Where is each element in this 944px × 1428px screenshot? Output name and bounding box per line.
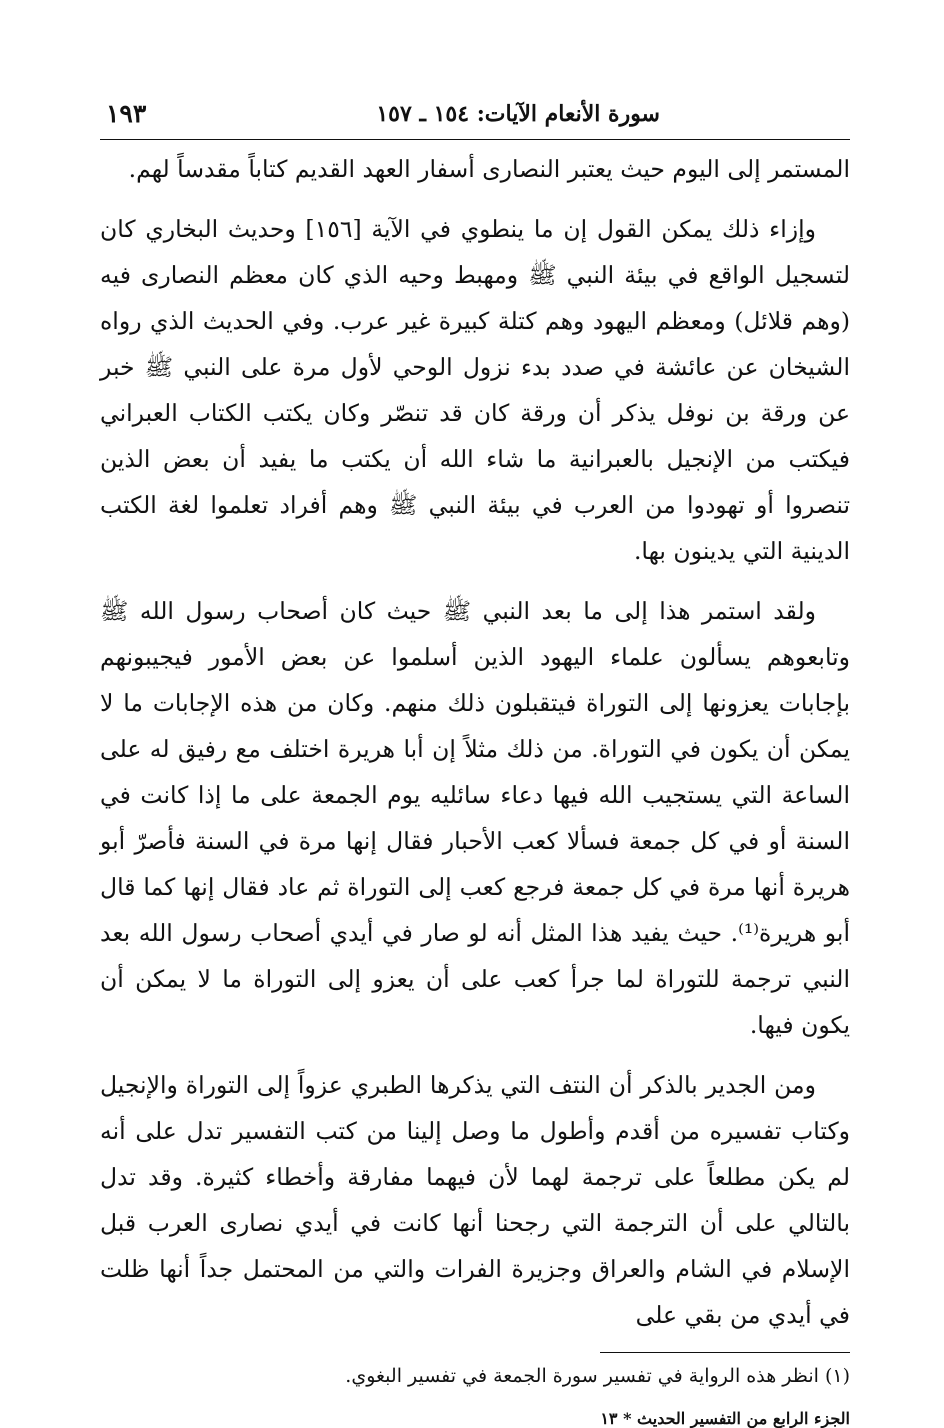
paragraph: المستمر إلى اليوم حيث يعتبر النصارى أسفار العهد القديم كتاباً مقدساً لهم. (128, 155, 850, 183)
paragraph: ومن الجدير بالذكر أن النتف التي يذكرها الطبري عزواً إلى التوراة والإنجيل وكتاب تفسيره من أقدم وأطول ما وصل إلينا من كتب التفسير تدل على أنه لم يكن مطلعاً على ترجمة لهما لأن فيهما مفارقة وأخطاء كثيرة. وقد تدل بالتالي على أن الترجمة التي رجحنا أنها كانت في أيدي نصارى العرب قبل الإسلام في الشام والعراق وجزيرة الفرات والتي من المحتمل جداً أنها ظلت في أيدي من بقي على (100, 1071, 850, 1329)
paragraph: وإزاء ذلك يمكن القول إن ما ينطوي في الآية [١٥٦] وحديث البخاري كان لتسجيل الواقع في بيئة النبي ﷺ ومهبط وحيه الذي كان معظم النصارى فيه (وهم قلائل) ومعظم اليهود وهم كتلة كبيرة غير عرب. وفي الحديث الذي رواه الشيخان عن عائشة في صدد بدء نزول الوحي لأول مرة على النبي ﷺ خبر عن ورقة بن نوفل يذكر أن ورقة كان قد تنصّر وكان يكتب الكتاب العبراني فيكتب من الإنجيل بالعبرانية ما شاء الله أن يكتب ما يفيد أن بعض الذين تنصروا أو تهودوا من العرب في بيئة النبي ﷺ وهم أفراد تعلموا لغة الكتب الدينية التي يدينون بها. (100, 215, 850, 565)
signature-line: الجزء الرابع من التفسير الحديث * ١٣ (600, 1409, 850, 1428)
page-number: ١٩٣ (106, 99, 147, 128)
header-title: سورة الأنعام الآيات: ١٥٤ ـ ١٥٧ (376, 101, 660, 127)
page (100, 95, 850, 1428)
paragraph: ولقد استمر هذا إلى ما بعد النبي ﷺ حيث كان أصحاب رسول الله ﷺ وتابعوهم يسألون علماء اليهود الذين أسلموا عن بعض الأمور فيجيبونهم بإجابات يعزونها إلى التوراة فيتقبلون ذلك منهم. وكان من هذه الإجابات ما لا يمكن أن يكون في التوراة. من ذلك مثلاً إن أبا هريرة اختلف مع رفيق له على الساعة التي يستجيب الله فيها دعاء سائليه يوم الجمعة على ما إذا كانت في السنة أو في كل جمعة فسألا كعب الأحبار فقال إنها مرة في السنة فأصرّ أبو هريرة أنها مرة في كل جمعة فرجع كعب إلى التوراة ثم عاد فقال إنها كما قال أبو هريرة⁽¹⁾. حيث يفيد هذا المثل أنه لو صار في أيدي أصحاب رسول الله بعد النبي ترجمة للتوراة لما جرأ كعب على أن يعزو إلى التوراة ما لا يمكن أن يكون فيها. (100, 597, 850, 1039)
footnote-divider (600, 1352, 850, 1353)
footnote: (١) انظر هذه الرواية في تفسير سورة الجمعة في تفسير البغوي. (345, 1365, 850, 1387)
running-header (100, 95, 850, 140)
body-text (100, 146, 850, 1338)
